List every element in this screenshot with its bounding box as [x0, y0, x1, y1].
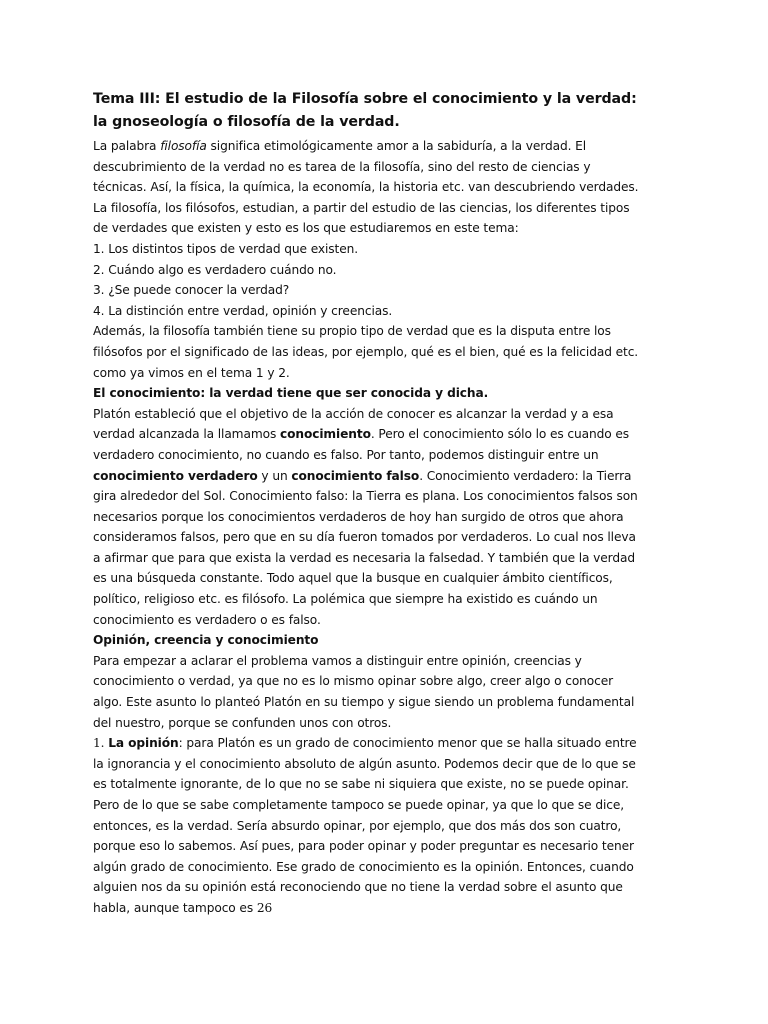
- intro-closing-paragraph: Además, la filosofía también tiene su propio tipo de verdad que es la disputa entre los filósofos por el significado de las ideas, por ejemplo, qué es el bien, qué es la felicidad etc. como ya vimos en el tema 1 y 2.: [93, 324, 639, 380]
- opinion-intro-paragraph: Para empezar a aclarar el problema vamos a distinguir entre opinión, creencias y conocimiento o verdad, ya que no es lo mismo opinar sobre algo, creer algo o conocer algo. Este asunto lo planteó Platón en su tiempo y sigue siendo un problema fundamental del nuestro, porque se confunden unos con otros.: [93, 653, 635, 730]
- section-heading-opinion: Opinión, creencia y conocimiento: [93, 633, 319, 648]
- item-number: 1.: [93, 736, 109, 751]
- bold-term: conocimiento verdadero: [93, 468, 258, 483]
- bold-term: conocimiento: [279, 427, 371, 442]
- intro-paragraph: [93, 136, 641, 239]
- page-number: 26: [256, 900, 273, 915]
- opinion-paragraph: [93, 733, 641, 918]
- text-run: . Conocimiento verdadero: la Tierra gira alrededor del Sol. Conocimiento falso: la Tierra es plana. Los conocimientos falsos son necesarios porque los conocimientos verdaderos de hoy han surgido de otros que ahora consideramos falsos, pero que en su día fueron tomados por verdaderos. Lo cual nos lleva a afirmar que para que exista la verdad es necesaria la falsedad. Y también que la verdad es una búsqueda constante. Todo aquel que la busque en cualquier ámbito científicos, político, religioso etc. es filósofo. La polémica que siempre ha existido es cuándo un conocimiento es verdadero o es falso.: [93, 468, 638, 627]
- list-item: 4. La distinción entre verdad, opinión y creencias.: [93, 303, 393, 318]
- intro-emphasis: filosofía: [160, 139, 207, 153]
- intro-text-a: La palabra: [93, 139, 161, 153]
- text-run: : para Platón es un grado de conocimiento menor que se halla situado entre la ignorancia y el conocimiento absoluto de algún asunto. Podemos decir que de lo que se es totalmente ignorante, de lo que no se sabe ni siquiera que existe, no se puede opinar. Pero de lo que se sabe completamente tampoco se puede opinar, ya que lo que se dice, entonces, es la verdad. Sería absurdo opinar, por ejemplo, que dos más dos son cuatro, porque eso lo sabemos. Así pues, para poder opinar y poder preguntar es necesario tener algún grado de conocimiento. Ese grado de conocimiento es la opinión. Entonces, cuando alguien nos da su opinión está reconociendo que no tiene la verdad sobre el asunto que habla, aunque tampoco es: [93, 736, 637, 915]
- list-item: 1. Los distintos tipos de verdad que existen.: [93, 241, 359, 256]
- text-run: y un: [257, 468, 292, 483]
- document-page: [93, 88, 641, 919]
- bold-term: conocimiento falso: [291, 468, 420, 483]
- conocimiento-paragraph: [93, 404, 641, 631]
- intro-text-b: significa etimológicamente amor a la sabiduría, a la verdad. El descubrimiento de la verdad no es tarea de la filosofía, sino del resto de ciencias y técnicas. Así, la física, la química, la economía, la historia etc. van descubriendo verdades. La filosofía, los filósofos, estudian, a partir del estudio de las ciencias, los diferentes tipos de verdades que existen y esto es los que estudiaremos en este tema:: [93, 139, 639, 236]
- list-item: 3. ¿Se puede conocer la verdad?: [93, 283, 290, 298]
- document-title: Tema III: El estudio de la Filosofía sobre el conocimiento y la verdad: la gnoseología o filosofía de la verdad.: [93, 91, 637, 130]
- section-heading-conocimiento: El conocimiento: la verdad tiene que ser conocida y dicha.: [93, 386, 489, 401]
- text-run: Platón estableció que el objetivo de la acción de conocer es alcanzar la verdad y a esa verdad alcanzada la llamamos: [93, 406, 614, 442]
- text-run: . Pero el conocimiento sólo lo es cuando es verdadero conocimiento, no cuando es falso. Por tanto, podemos distinguir entre un: [93, 427, 630, 462]
- bold-term: La opinión: [108, 736, 179, 751]
- list-item: 2. Cuándo algo es verdadero cuándo no.: [93, 262, 337, 277]
